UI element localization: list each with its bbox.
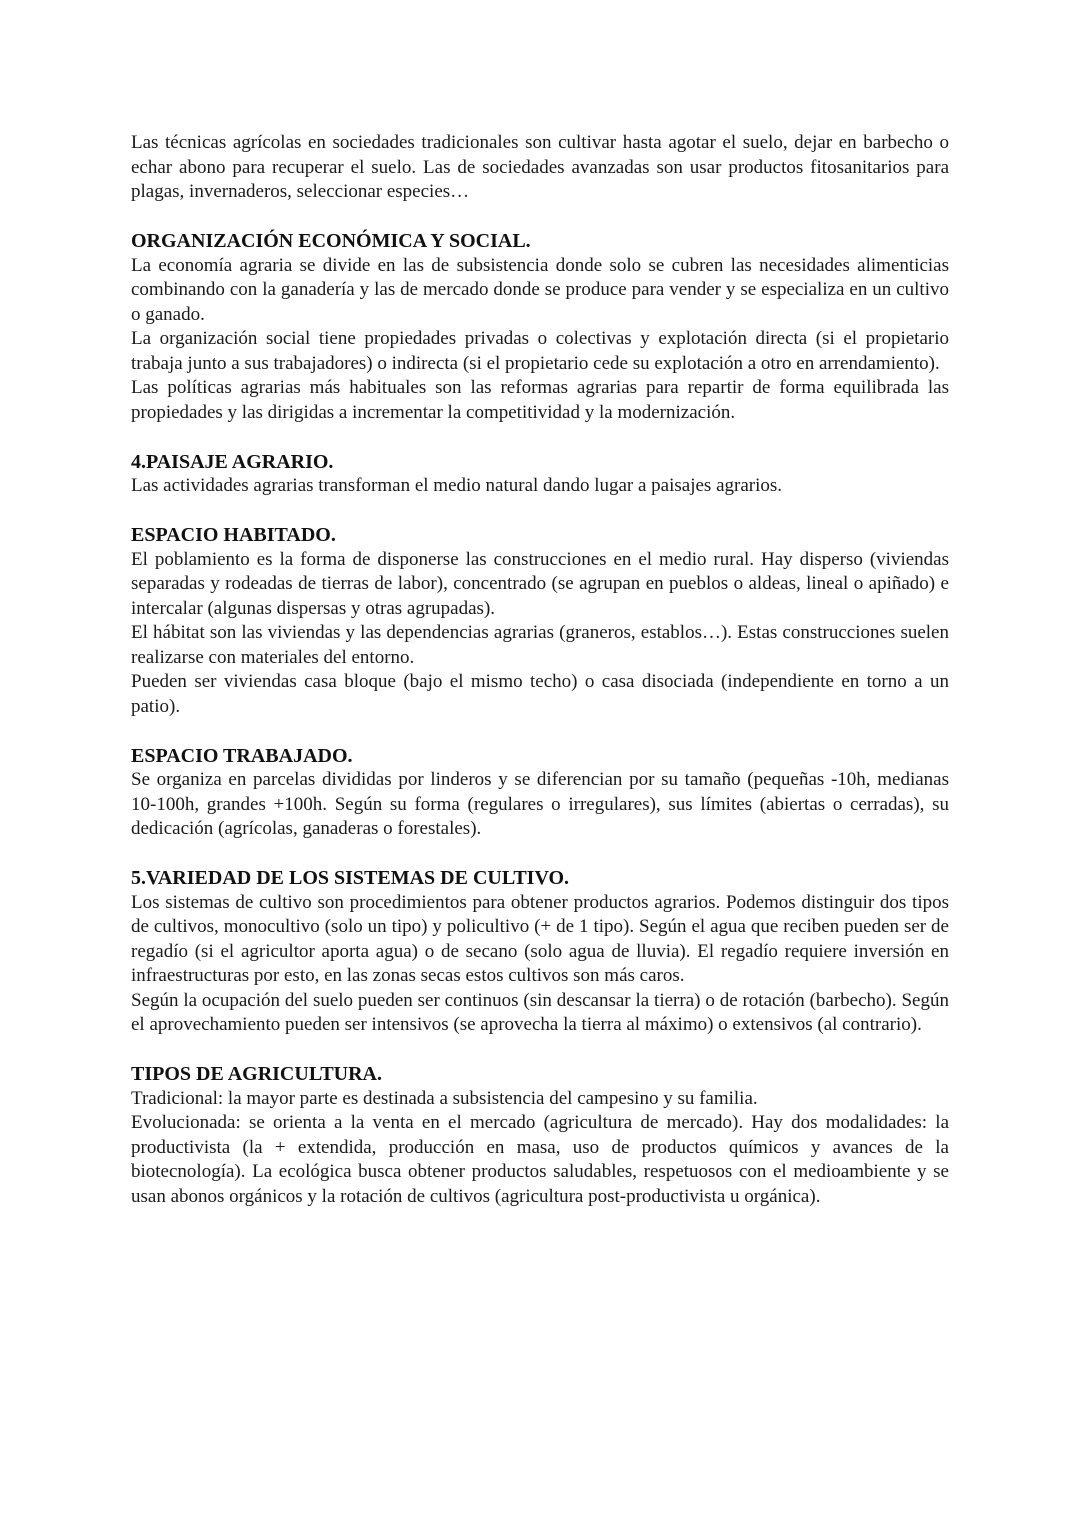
- paragraph: Pueden ser viviendas casa bloque (bajo el mismo techo) o casa disociada (independiente en torno a un patio).: [131, 671, 949, 717]
- paragraph: Se organiza en parcelas divididas por linderos y se diferencian por su tamaño (pequeñas -10h, medianas 10-100h, grandes +100h. Según su forma (regulares o irregulares), sus límites (abiertas o cerradas), su dedicación (agrícolas, ganaderas o forestales).: [131, 769, 949, 839]
- section-habitado: [131, 523, 949, 719]
- paragraph: Los sistemas de cultivo son procedimientos para obtener productos agrarios. Podemos distinguir dos tipos de cultivos, monocultivo (solo un tipo) y policultivo (+ de 1 tipo). Según el agua que reciben pueden ser de regadío (si el agricultor aporta agua) o de secano (solo agua de lluvia). El regadío requiere inversión en infraestructuras por esto, en las zonas secas estos cultivos son más caros.: [131, 891, 949, 986]
- heading-organizacion: ORGANIZACIÓN ECONÓMICA Y SOCIAL.: [131, 230, 531, 252]
- paragraph: La economía agraria se divide en las de subsistencia donde solo se cubren las necesidades alimenticias combinando con la ganadería y las de mercado donde se produce para vender y se especializa en un cultivo o ganado.: [131, 254, 949, 325]
- section-tipos: [131, 1062, 949, 1209]
- heading-variedad: 5.VARIEDAD DE LOS SISTEMAS DE CULTIVO.: [131, 867, 570, 889]
- section-variedad: [131, 866, 949, 1038]
- paragraph: Según la ocupación del suelo pueden ser continuos (sin descansar la tierra) o de rotación (barbecho). Según el aprovechamiento pueden ser intensivos (se aprovecha la tierra al máximo) o extensivos (al contrario).: [131, 989, 949, 1035]
- document-page: [131, 131, 949, 1209]
- heading-paisaje: 4.PAISAJE AGRARIO.: [131, 450, 334, 473]
- paragraph: El poblamiento es la forma de disponerse las construcciones en el medio rural. Hay disperso (viviendas separadas y rodeadas de tierras de labor), concentrado (se agrupan en pueblos o aldeas, lineal o apiñado) e intercalar (algunas dispersas y otras agrupadas).: [131, 548, 949, 619]
- heading-tipos: TIPOS DE AGRICULTURA.: [131, 1063, 382, 1085]
- heading-trabajado: ESPACIO TRABAJADO.: [131, 744, 353, 767]
- paragraph: El hábitat son las viviendas y las dependencias agrarias (graneros, establos…). Estas construcciones suelen realizarse con materiales del entorno.: [131, 622, 949, 668]
- intro-paragraph: Las técnicas agrícolas en sociedades tradicionales son cultivar hasta agotar el suelo, dejar en barbecho o echar abono para recuperar el suelo. Las de sociedades avanzadas son usar productos fitosanitarios para plagas, invernaderos, seleccionar especies…: [131, 132, 949, 202]
- paragraph: Evolucionada: se orienta a la venta en el mercado (agricultura de mercado). Hay dos modalidades: la productivista (la + extendida, producción en masa, uso de productos químicos y avances de la biotecnología). La ecológica busca obtener productos saludables, respetuosos con el medioambiente y se usan abonos orgánicos y la rotación de cultivos (agricultura post-productivista u orgánica).: [131, 1112, 949, 1207]
- section-trabajado: [131, 744, 949, 842]
- section-organizacion: [131, 229, 949, 425]
- heading-habitado: ESPACIO HABITADO.: [131, 524, 336, 546]
- intro-section: [131, 131, 949, 205]
- paragraph: Tradicional: la mayor parte es destinada a subsistencia del campesino y su familia.: [131, 1087, 758, 1109]
- paragraph: Las actividades agrarias transforman el medio natural dando lugar a paisajes agrarios.: [131, 475, 783, 496]
- paragraph: La organización social tiene propiedades privadas o colectivas y explotación directa (si el propietario trabaja junto a sus trabajadores) o indirecta (si el propietario cede su explotación a otro en arrendamiento).: [131, 328, 949, 374]
- section-paisaje: [131, 450, 949, 499]
- paragraph: Las políticas agrarias más habituales son las reformas agrarias para repartir de forma equilibrada las propiedades y las dirigidas a incrementar la competitividad y la modernización.: [131, 377, 949, 423]
